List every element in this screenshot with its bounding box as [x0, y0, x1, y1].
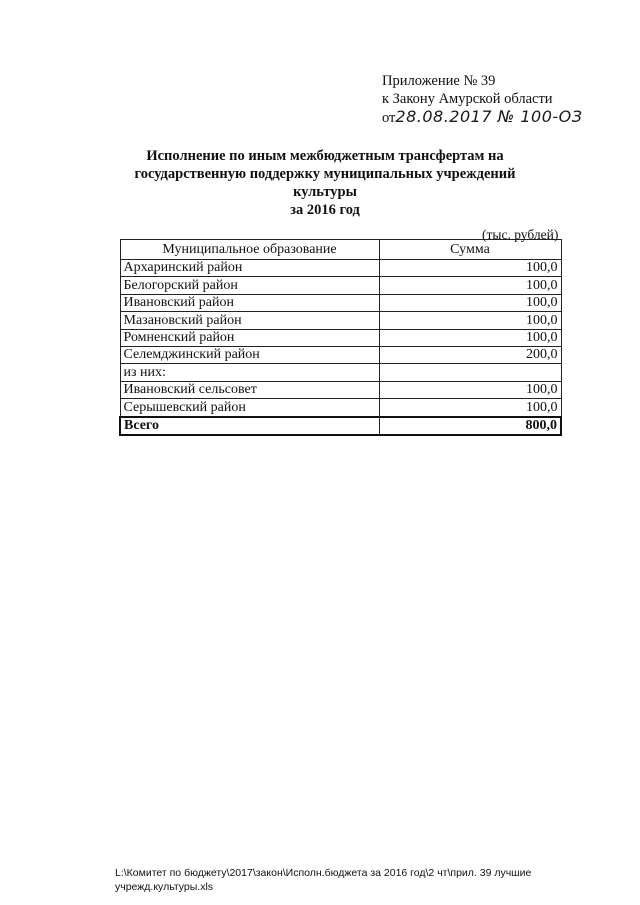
transfers-table	[119, 239, 562, 436]
total-row	[120, 417, 561, 435]
amount-cell: 100,0	[379, 399, 561, 417]
table-row	[120, 364, 561, 381]
table-row	[120, 346, 561, 363]
table-header-row	[120, 240, 561, 260]
table-row	[120, 381, 561, 398]
table-row	[120, 260, 561, 277]
municipality-cell: Белогорский район	[120, 277, 379, 294]
appendix-number: Приложение № 39	[382, 73, 496, 89]
amount-cell	[379, 364, 561, 381]
table-row	[120, 312, 561, 329]
amount-cell: 100,0	[379, 312, 561, 329]
municipality-cell: из них:	[120, 364, 379, 381]
appendix-header	[382, 72, 612, 127]
amount-cell: 200,0	[379, 346, 561, 363]
units-label: (тыс. рублей)	[482, 227, 559, 242]
handwritten-date-number: 28.08.2017 № 100-ОЗ	[395, 107, 583, 126]
title-line-1: Исполнение по иным межбюджетным трансфертам на	[146, 148, 504, 164]
table-row	[120, 277, 561, 294]
column-header-amount: Сумма	[379, 240, 561, 260]
appendix-law-reference: к Закону Амурской области	[382, 91, 553, 107]
total-label: Всего	[120, 417, 379, 435]
municipality-cell: Ромненский район	[120, 329, 379, 346]
amount-cell: 100,0	[379, 381, 561, 398]
municipality-cell: Селемджинский район	[120, 346, 379, 363]
column-header-municipality: Муниципальное образование	[120, 240, 379, 260]
table-row	[120, 294, 561, 311]
municipality-cell: Ивановский район	[120, 294, 379, 311]
municipality-cell: Серышевский район	[120, 399, 379, 417]
title-line-3: за 2016 год	[290, 202, 360, 218]
file-path-line-1: L:\Комитет по бюджету\2017\закон\Исполн.бюджета за 2016 год\2 чт\прил. 39 лучшие	[115, 867, 532, 879]
appendix-date-prefix: от	[382, 110, 396, 126]
document-title	[110, 147, 540, 219]
municipality-cell: Ивановский сельсовет	[120, 381, 379, 398]
municipality-cell: Архаринский район	[120, 260, 379, 277]
municipality-cell: Мазановский район	[120, 312, 379, 329]
table-row	[120, 399, 561, 417]
file-path-footer	[115, 866, 535, 894]
amount-cell: 100,0	[379, 329, 561, 346]
file-path-line-2: учрежд.культуры.xls	[115, 881, 214, 893]
title-line-2: государственную поддержку муниципальных учреждений культуры	[134, 166, 516, 200]
amount-cell: 100,0	[379, 260, 561, 277]
amount-cell: 100,0	[379, 294, 561, 311]
total-amount: 800,0	[379, 417, 561, 435]
amount-cell: 100,0	[379, 277, 561, 294]
appendix-date-line	[382, 108, 612, 127]
table-row	[120, 329, 561, 346]
